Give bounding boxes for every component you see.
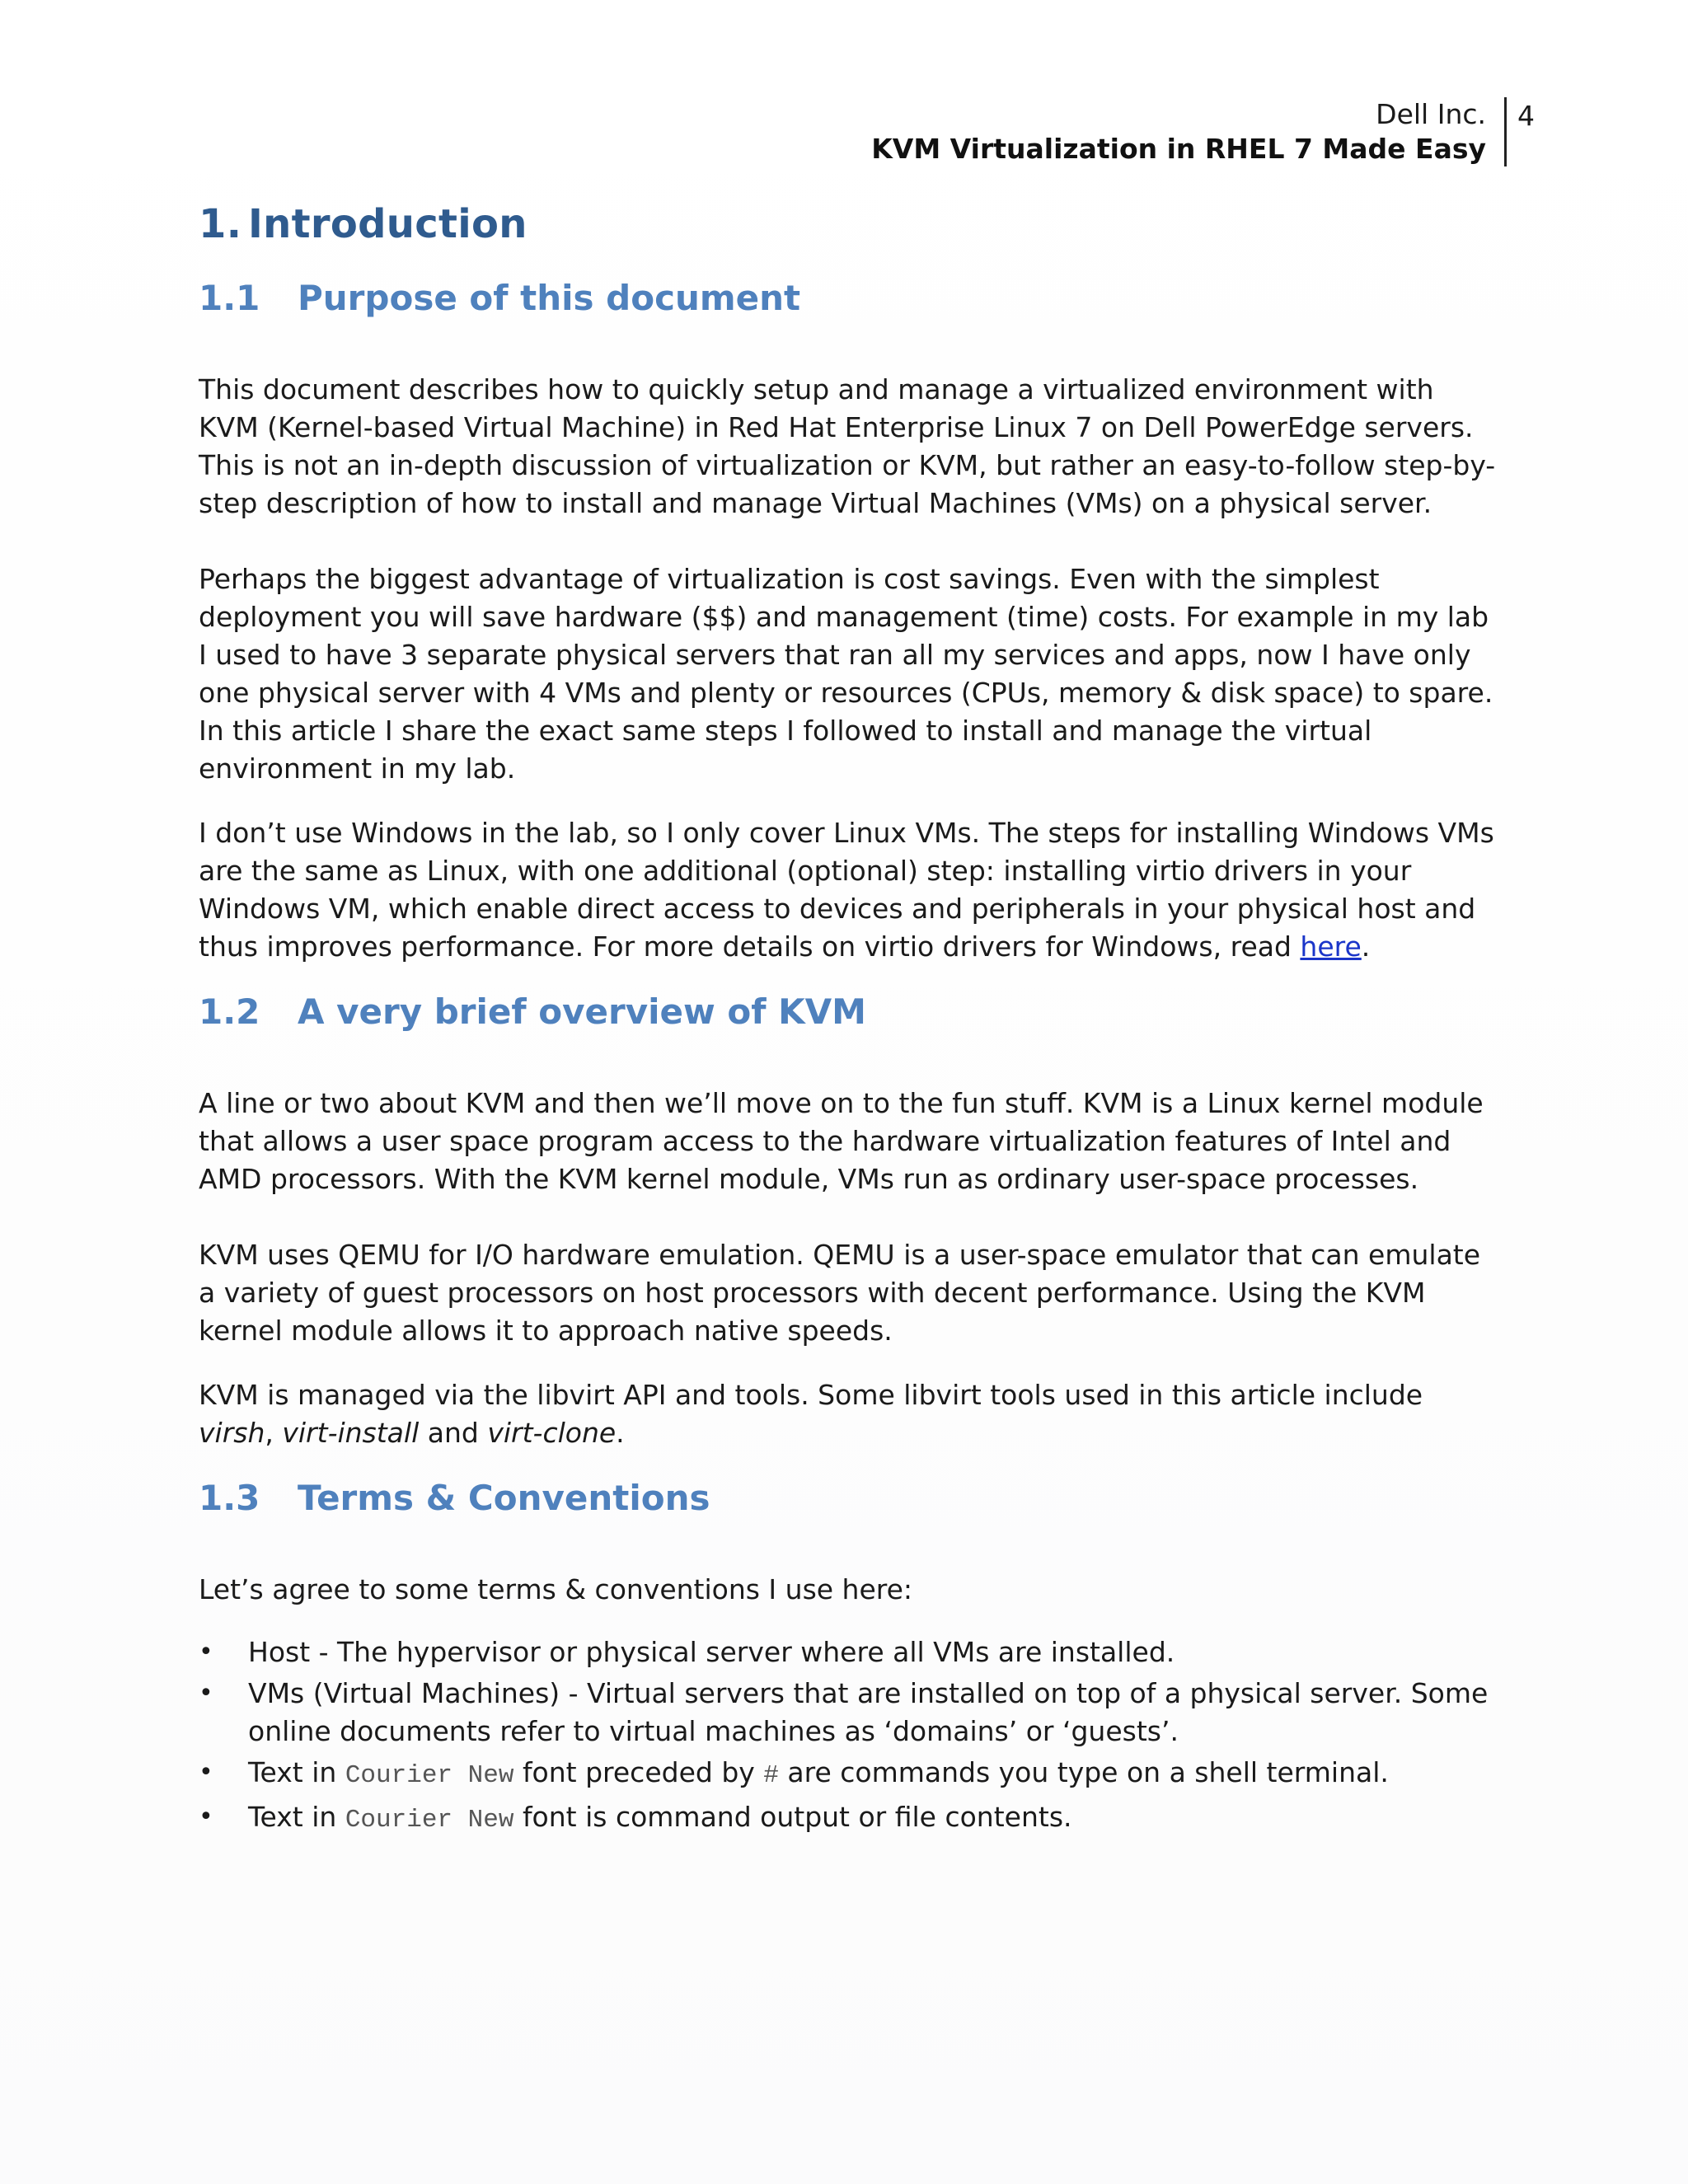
page-number: 4 <box>1517 100 1535 132</box>
tool-virt-install: virt-install <box>282 1417 420 1449</box>
tools-sep1: , <box>265 1417 283 1449</box>
bullet-icon: • <box>199 1679 213 1708</box>
paragraph-suffix: . <box>1361 930 1371 963</box>
list-item-middle: font preceded by <box>513 1756 764 1788</box>
header-document-title: KVM Virtualization in RHEL 7 Made Easy <box>871 133 1486 165</box>
list-item-text: VMs (Virtual Machines) - Virtual servers that are installed on top of a physical server. Some online documents refer to virtual machines as ‘domains’ or ‘guests’. <box>248 1677 1489 1747</box>
tools-suffix: . <box>616 1417 625 1449</box>
paragraph-text: I don’t use Windows in the lab, so I only cover Linux VMs. The steps for installing Windows VMs are the same as Linux, with one additional (optional) step: installing virtio drivers in your Windows VM, which enable direct access to devices and peripherals in your physical host and thus improves performance. For more details on virtio drivers for Windows, read <box>199 817 1494 963</box>
hash-prompt-sample: # <box>763 1761 779 1790</box>
bullet-icon: • <box>199 1802 213 1831</box>
section-title: A very brief overview of KVM <box>298 991 866 1032</box>
list-item-suffix: font is command output or file contents. <box>513 1801 1072 1833</box>
section-number: 1.3 <box>199 1478 260 1518</box>
list-item-suffix: are commands you type on a shell terminal. <box>778 1756 1389 1788</box>
tools-prefix: KVM is managed via the libvirt API and tools. Some libvirt tools used in this article include <box>199 1379 1423 1411</box>
chapter-heading <box>199 198 1501 251</box>
list-item <box>199 1675 1501 1750</box>
list-item <box>199 1633 1501 1671</box>
courier-new-sample: Courier New <box>345 1761 514 1790</box>
page-header <box>871 97 1507 166</box>
tools-sep2: and <box>419 1417 488 1449</box>
list-item <box>199 1798 1501 1840</box>
list-item <box>199 1754 1501 1795</box>
chapter-title: Introduction <box>248 201 528 247</box>
list-item-prefix: Text in <box>248 1756 345 1788</box>
paragraph-purpose-3 <box>199 814 1501 966</box>
section-heading-kvm-overview <box>199 989 1501 1035</box>
paragraph-purpose-2: Perhaps the biggest advantage of virtualization is cost savings. Even with the simplest deployment you will save hardware ($$) and management (time) costs. For example in my lab I used to have 3 separate physical servers that ran all my services and apps, now I have only one physical server with 4 VMs and plenty or resources (CPUs, memory & disk space) to spare. In this article I share the exact same steps I followed to install and manage the virtual environment in my lab. <box>199 563 1493 785</box>
header-company: Dell Inc. <box>1376 98 1486 130</box>
section-heading-terms <box>199 1475 1501 1521</box>
terms-list <box>199 1633 1501 1840</box>
paragraph-purpose-1: This document describes how to quickly setup and manage a virtualized environment with KVM (Kernel-based Virtual Machine) in Red Hat Enterprise Linux 7 on Dell PowerEdge servers. This is not an in-depth discussion of virtualization or KVM, but rather an easy-to-follow step-by-step description of how to install and manage Virtual Machines (VMs) on a physical server. <box>199 373 1496 519</box>
section-number: 1.2 <box>199 991 260 1032</box>
tool-virt-clone: virt-clone <box>487 1417 617 1449</box>
paragraph-kvm-tools <box>199 1376 1501 1452</box>
section-heading-purpose <box>199 275 1501 321</box>
paragraph-kvm-2: KVM uses QEMU for I/O hardware emulation. QEMU is a user-space emulator that can emulate a variety of guest processors on host processors with decent performance. Using the KVM kernel module allows it to approach native speeds. <box>199 1239 1481 1347</box>
list-item-text: Host - The hypervisor or physical server where all VMs are installed. <box>248 1636 1175 1668</box>
tool-virsh: virsh <box>199 1417 265 1449</box>
bullet-icon: • <box>199 1758 213 1787</box>
here-link[interactable]: here <box>1300 930 1362 963</box>
paragraph-kvm-1: A line or two about KVM and then we’ll move on to the fun stuff. KVM is a Linux kernel module that allows a user space program access to the hardware virtualization features of Intel and AMD processors. With the KVM kernel module, VMs run as ordinary user-space processes. <box>199 1087 1484 1195</box>
section-title: Terms & Conventions <box>298 1478 710 1518</box>
bullet-icon: • <box>199 1638 213 1666</box>
list-item-prefix: Text in <box>248 1801 345 1833</box>
document-body <box>199 198 1501 1843</box>
paragraph-terms-intro: Let’s agree to some terms & conventions I use here: <box>199 1573 913 1605</box>
courier-new-sample: Courier New <box>345 1806 514 1835</box>
chapter-number: 1. <box>199 201 242 247</box>
section-title: Purpose of this document <box>298 278 801 318</box>
section-number: 1.1 <box>199 278 260 318</box>
